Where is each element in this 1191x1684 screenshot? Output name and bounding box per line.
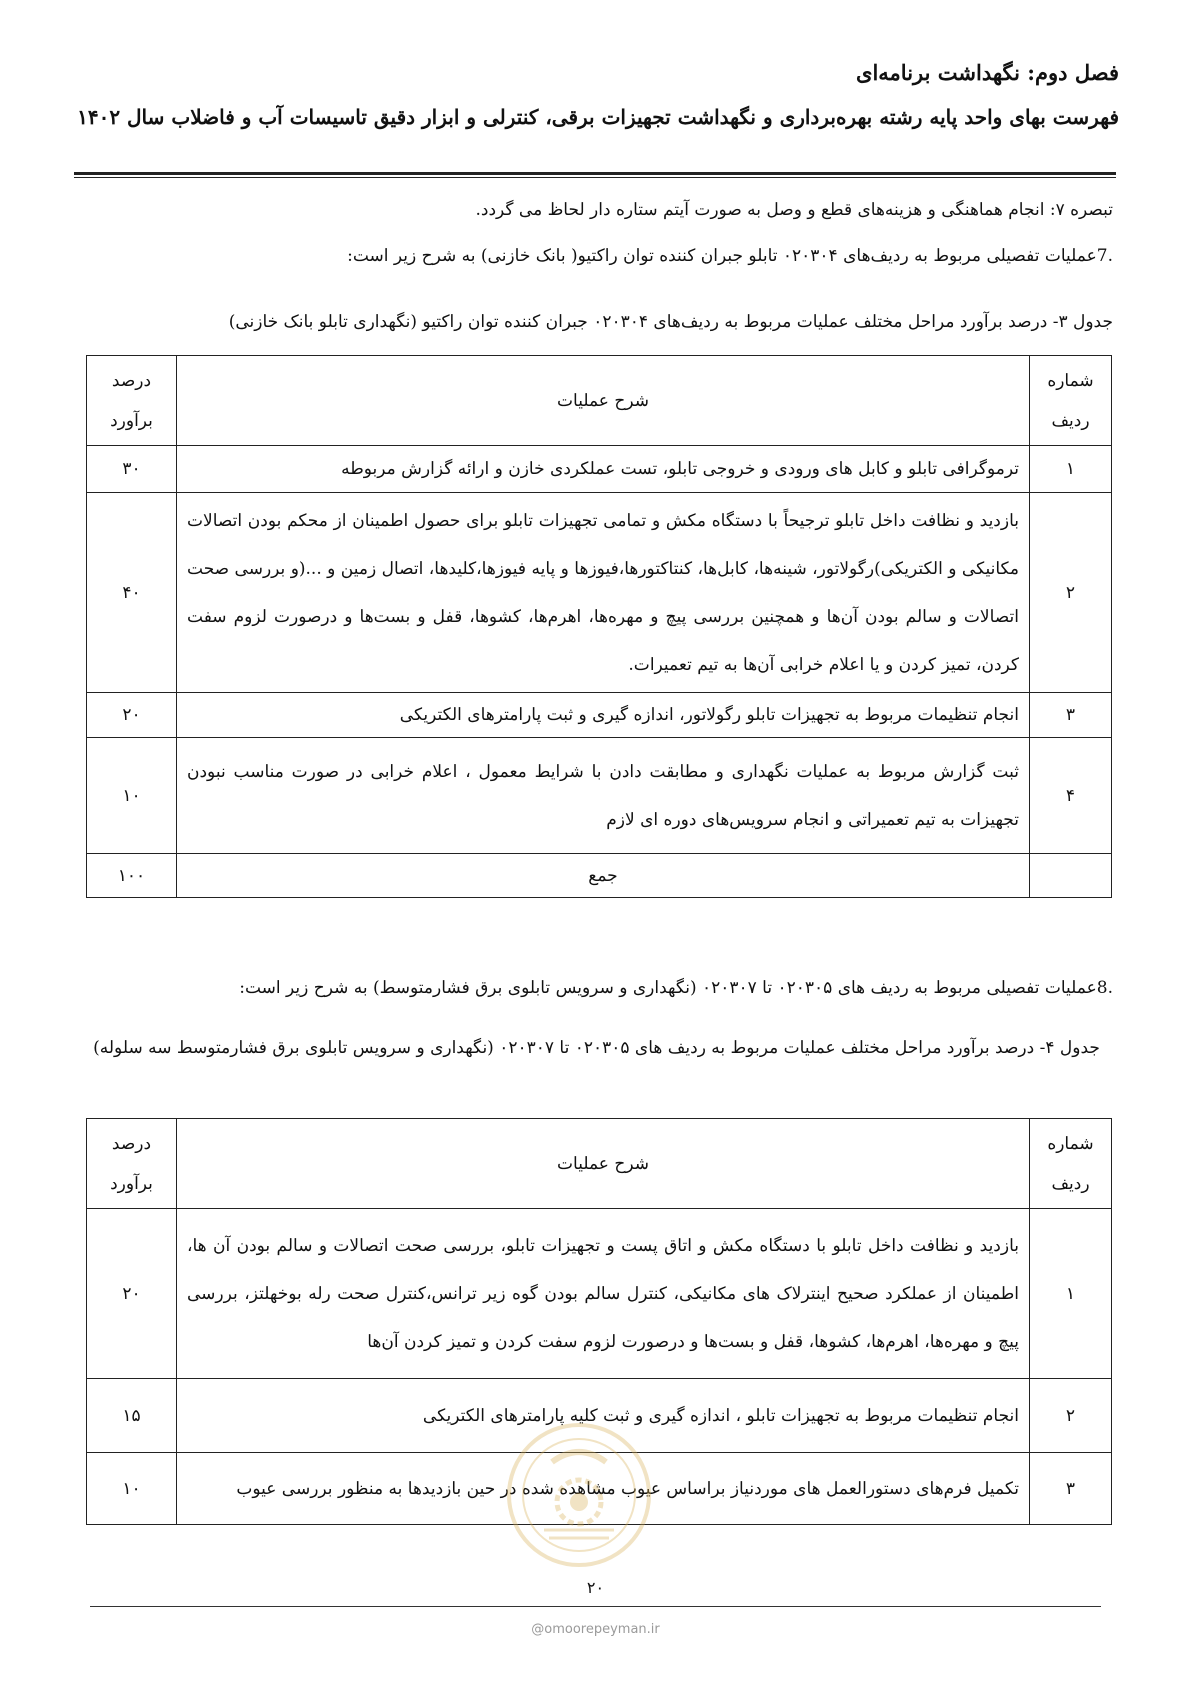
row-number: ۳ — [1030, 693, 1112, 738]
total-empty-cell — [1030, 854, 1112, 898]
header-rule-thick — [74, 172, 1116, 175]
header-row-number-text: شماره ردیف — [1047, 370, 1094, 431]
table-row — [87, 1209, 1112, 1379]
row-number: ۲ — [1030, 1379, 1112, 1453]
website-watermark: @omoorepeyman.ir — [531, 1622, 660, 1637]
watermark-seal-logo — [504, 1420, 654, 1570]
row-description: ثبت گزارش مربوط به عملیات نگهداری و مطابقت دادن با شرایط معمول ، اعلام خرابی در صورت مناسب نبودن تجهیزات به تیم تعمیراتی و انجام سرویس‌های دوره ای لازم — [177, 738, 1030, 854]
total-label: جمع — [177, 854, 1030, 898]
table-total-row — [87, 854, 1112, 898]
row-description: ترموگرافی تابلو و کابل های ورودی و خروجی تابلو، تست عملکردی خازن و ارائه گزارش مربوطه — [177, 446, 1030, 493]
row-percent: ۱۰ — [87, 1453, 177, 1525]
header-description: شرح عملیات — [177, 356, 1030, 446]
header-row-number — [1030, 1119, 1112, 1209]
header-percent — [87, 1119, 177, 1209]
row-number: ۱ — [1030, 1209, 1112, 1379]
table3-caption: جدول ۳- درصد برآورد مراحل مختلف عملیات مربوط به ردیف‌های ۰۲۰۳۰۴ جبران کننده توان راکتیو (نگهداری تابلو بانک خازنی) — [228, 312, 1113, 332]
header-percent — [87, 356, 177, 446]
row-description: بازدید و نظافت داخل تابلو با دستگاه مکش و اتاق پست و تجهیزات تابلو، بررسی صحت اتصالات و سالم بودن آن ها، اطمینان از عملکرد صحیح اینترلاک های مکانیکی، کنترل سالم بودن گوه زیر ترانس،کنترل صحت رله بوخهلتز، بررسی پیچ و مهره‌ها، اهرم‌ها، کشوها، قفل و بست‌ها و درصورت لزوم سفت کردن و تمیز کردن آن‌ها — [177, 1209, 1030, 1379]
row-number: ۳ — [1030, 1453, 1112, 1525]
table-row — [87, 493, 1112, 693]
footer-rule — [90, 1606, 1101, 1607]
header-rule-thin — [74, 177, 1116, 178]
table-3 — [86, 355, 1112, 898]
row-number: ۴ — [1030, 738, 1112, 854]
row-percent: ۲۰ — [87, 1209, 177, 1379]
item-8: .8عملیات تفصیلی مربوط به ردیف های ۰۲۰۳۰۵ تا ۰۲۰۳۰۷ (نگهداری و سرویس تابلوی برق فشارمتوسط) به شرح زیر است: — [239, 978, 1113, 998]
total-percent: ۱۰۰ — [87, 854, 177, 898]
note-7: تبصره ۷: انجام هماهنگی و هزینه‌های قطع و وصل به صورت آیتم ستاره دار لحاظ می گردد. — [475, 200, 1113, 220]
table-row — [87, 446, 1112, 493]
page-number: ۲۰ — [586, 1578, 605, 1597]
item-7: .7عملیات تفصیلی مربوط به ردیف‌های ۰۲۰۳۰۴ تابلو جبران کننده توان راکتیو( بانک خازنی) به شرح زیر است: — [347, 246, 1113, 266]
header-row-number-text: شماره ردیف — [1047, 1133, 1094, 1194]
page-header — [72, 56, 1119, 136]
row-description: تکمیل فرم‌های دستورالعمل های موردنیاز براساس عیوب مشاهده شده در حین بازدیدها به منظور بررسی عیوب — [177, 1453, 1030, 1525]
row-percent: ۱۵ — [87, 1379, 177, 1453]
row-percent: ۳۰ — [87, 446, 177, 493]
row-percent: ۲۰ — [87, 693, 177, 738]
row-description: انجام تنظیمات مربوط به تجهیزات تابلو رگولاتور، اندازه گیری و ثبت پارامترهای الکتریکی — [177, 693, 1030, 738]
table-header-row — [87, 356, 1112, 446]
row-percent: ۴۰ — [87, 493, 177, 693]
row-number: ۲ — [1030, 493, 1112, 693]
header-percent-text: درصد برآورد — [110, 1133, 153, 1194]
table4-caption: جدول ۴- درصد برآورد مراحل مختلف عملیات مربوط به ردیف های ۰۲۰۳۰۵ تا ۰۲۰۳۰۷ (نگهداری و سرویس تابلوی برق فشارمتوسط سه سلوله) — [93, 1038, 1100, 1058]
table-row — [87, 738, 1112, 854]
document-title: فهرست بهای واحد پایه رشته بهره‌برداری و نگهداشت تجهیزات برقی، کنترلی و ابزار دقیق تاسیسات آب و فاضلاب سال ۱۴۰۲ — [77, 105, 1119, 129]
header-row-number — [1030, 356, 1112, 446]
header-percent-text: درصد برآورد — [110, 370, 153, 431]
row-description: بازدید و نظافت داخل تابلو ترجیحاً با دستگاه مکش و تمامی تجهیزات تابلو برای حصول اطمینان از محکم بودن اتصالات مکانیکی و الکتریکی)رگولاتور، شینه‌ها، کابل‌ها، کنتاکتورها،فیوزها و پایه فیوزها،کلیدها، اتصال زمین و ...(و بررسی صحت اتصالات و سالم بودن آن‌ها و همچنین بررسی پیچ و مهره‌ها، اهرم‌ها، کشوها، قفل و بست‌ها و درصورت لزوم سفت کردن، تمیز کردن و یا اعلام خرابی آن‌ها به تیم تعمیرات. — [177, 493, 1030, 693]
row-description: انجام تنظیمات مربوط به تجهیزات تابلو ، اندازه گیری و ثبت کلیه پارامترهای الکتریکی — [177, 1379, 1030, 1453]
row-percent: ۱۰ — [87, 738, 177, 854]
header-description: شرح عملیات — [177, 1119, 1030, 1209]
chapter-title: فصل دوم: نگهداشت برنامه‌ای — [856, 60, 1119, 85]
row-number: ۱ — [1030, 446, 1112, 493]
table-row — [87, 693, 1112, 738]
table-header-row — [87, 1119, 1112, 1209]
